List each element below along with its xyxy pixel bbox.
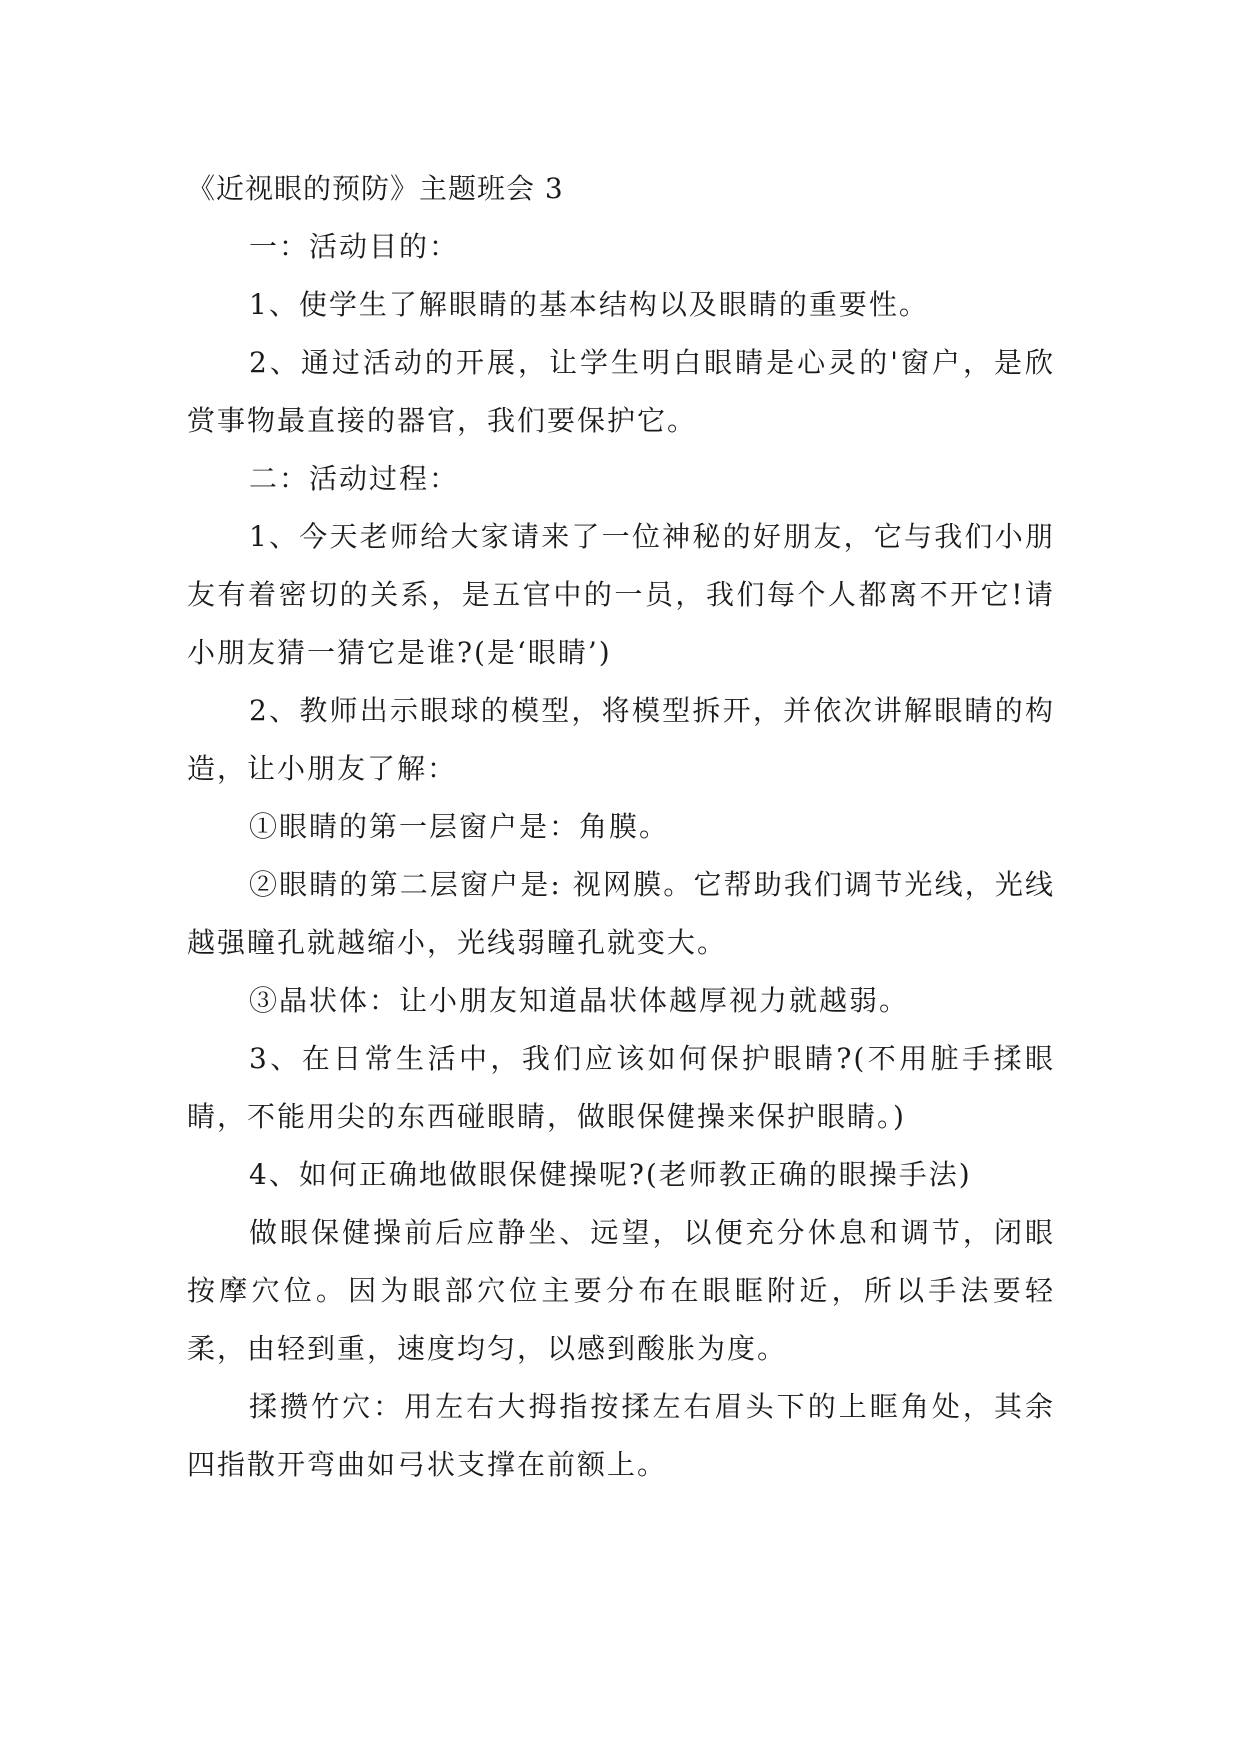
paragraph: 2、教师出示眼球的模型，将模型拆开，并依次讲解眼睛的构造，让小朋友了解： — [187, 694, 1055, 785]
paragraph: 1、今天老师给大家请来了一位神秘的好朋友，它与我们小朋友有着密切的关系，是五官中的一员，我们每个人都离不开它!请小朋友猜一猜它是谁?(是‘眼睛’) — [187, 520, 1055, 669]
paragraph: 4、如何正确地做眼保健操呢?(老师教正确的眼操手法) — [249, 1158, 972, 1191]
paragraph: 1、使学生了解眼睛的基本结构以及眼睛的重要性。 — [249, 288, 929, 321]
list-item: ②眼睛的第二层窗户是: 视网膜。它帮助我们调节光线，光线越强瞳孔就越缩小，光线弱瞳孔就变大。 — [187, 868, 1055, 959]
paragraph: 2、通过活动的开展，让学生明白眼睛是心灵的'窗户，是欣赏事物最直接的器官，我们要保护它。 — [187, 346, 1055, 437]
list-item: ①眼睛的第一层窗户是：角膜。 — [249, 810, 670, 843]
section-heading-process: 二：活动过程： — [249, 462, 460, 495]
paragraph: 揉攒竹穴：用左右大拇指按揉左右眉头下的上眶角处，其余四指散开弯曲如弓状支撑在前额上。 — [187, 1390, 1055, 1481]
document-title: 《近视眼的预防》主题班会 3 — [187, 172, 564, 205]
paragraph: 做眼保健操前后应静坐、远望，以便充分休息和调节，闭眼按摩穴位。因为眼部穴位主要分布在眼眶附近，所以手法要轻柔，由轻到重，速度均匀，以感到酸胀为度。 — [187, 1216, 1055, 1365]
list-item: ③晶状体：让小朋友知道晶状体越厚视力就越弱。 — [249, 984, 910, 1017]
paragraph: 3、在日常生活中，我们应该如何保护眼睛?(不用脏手揉眼睛，不能用尖的东西碰眼睛，做眼保健操来保护眼睛。) — [187, 1042, 1055, 1133]
document-body — [187, 160, 1055, 1494]
section-heading-goals: 一：活动目的： — [249, 230, 460, 263]
